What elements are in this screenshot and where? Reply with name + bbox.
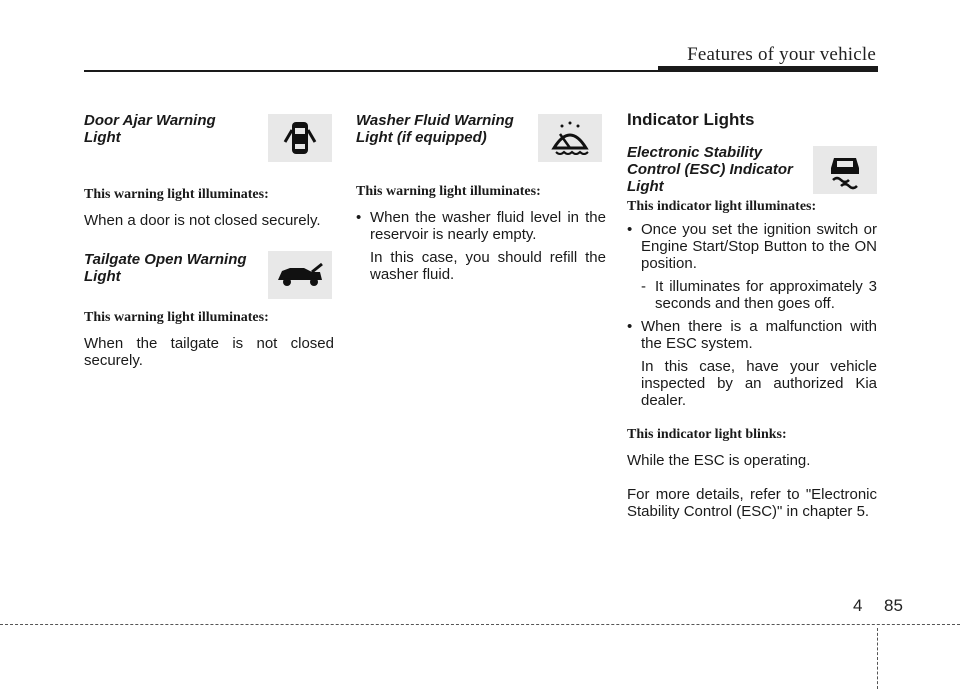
footer-divider (877, 628, 878, 689)
page-number: 85 (884, 596, 903, 615)
indicator-section-heading: Indicator Lights (627, 110, 755, 129)
tailgate-text: When the tailgate is not closed securely. (84, 335, 334, 369)
page-header-title: Features of your vehicle (687, 44, 876, 65)
washer-trigger: This warning light illuminates: (356, 184, 541, 199)
column-warning-lights-left (84, 110, 334, 369)
door-ajar-trigger: This warning light illuminates: (84, 187, 269, 202)
list-item: • Once you set the ignition switch or Engine Start/Stop Button to the ON position. - It illuminates for approximately 3 seconds and then goes off. (627, 221, 877, 312)
list-item: • When there is a malfunction with the ESC system. In this case, have your vehicle inspected by an authorized Kia dealer. (627, 318, 877, 409)
esc-bullet-2-note: In this case, have your vehicle inspected by an authorized Kia dealer. (641, 358, 877, 409)
tailgate-open-icon (268, 251, 332, 299)
esc-trigger-on: This indicator light illuminates: (627, 199, 817, 214)
column-indicator-lights (627, 110, 877, 520)
washer-fluid-icon (538, 114, 602, 162)
esc-blink-text: While the ESC is operating. (627, 452, 811, 469)
door-ajar-heading: Door Ajar Warning Light (84, 112, 216, 146)
esc-trigger-blink: This indicator light blinks: (627, 427, 787, 442)
esc-heading: Electronic Stability Control (ESC) Indicator Light (627, 144, 793, 195)
tailgate-section (84, 251, 334, 369)
esc-section (627, 144, 877, 520)
door-ajar-text: When a door is not closed securely. (84, 212, 321, 229)
washer-bullet-text: When the washer fluid level in the reservoir is nearly empty. (370, 209, 606, 243)
esc-icon (813, 146, 877, 194)
tailgate-heading: Tailgate Open Warning Light (84, 251, 247, 285)
chapter-number: 4 (853, 596, 863, 615)
footer-rule (0, 624, 960, 625)
washer-bullet-note: In this case, you should refill the washer fluid. (370, 249, 606, 283)
esc-bullet-1-dash: - It illuminates for approximately 3 seconds and then goes off. (641, 278, 877, 312)
esc-bullet-1: Once you set the ignition switch or Engine Start/Stop Button to the ON position. (641, 221, 877, 272)
washer-bullet-list (356, 209, 606, 283)
esc-bullet-2: When there is a malfunction with the ESC system. (641, 318, 877, 352)
list-item: • When the washer fluid level in the reservoir is nearly empty. In this case, you should refill the washer fluid. (356, 209, 606, 283)
washer-heading: Washer Fluid Warning Light (if equipped) (356, 112, 514, 146)
column-washer-fluid (356, 110, 606, 289)
esc-bullet-1-dash-text: It illuminates for approximately 3 seconds and then goes off. (655, 278, 877, 312)
esc-bullet-list (627, 221, 877, 409)
door-ajar-icon (268, 114, 332, 162)
esc-details: For more details, refer to "Electronic Stability Control (ESC)" in chapter 5. (627, 486, 877, 520)
header-rule-accent (658, 66, 878, 72)
tailgate-trigger: This warning light illuminates: (84, 310, 269, 325)
